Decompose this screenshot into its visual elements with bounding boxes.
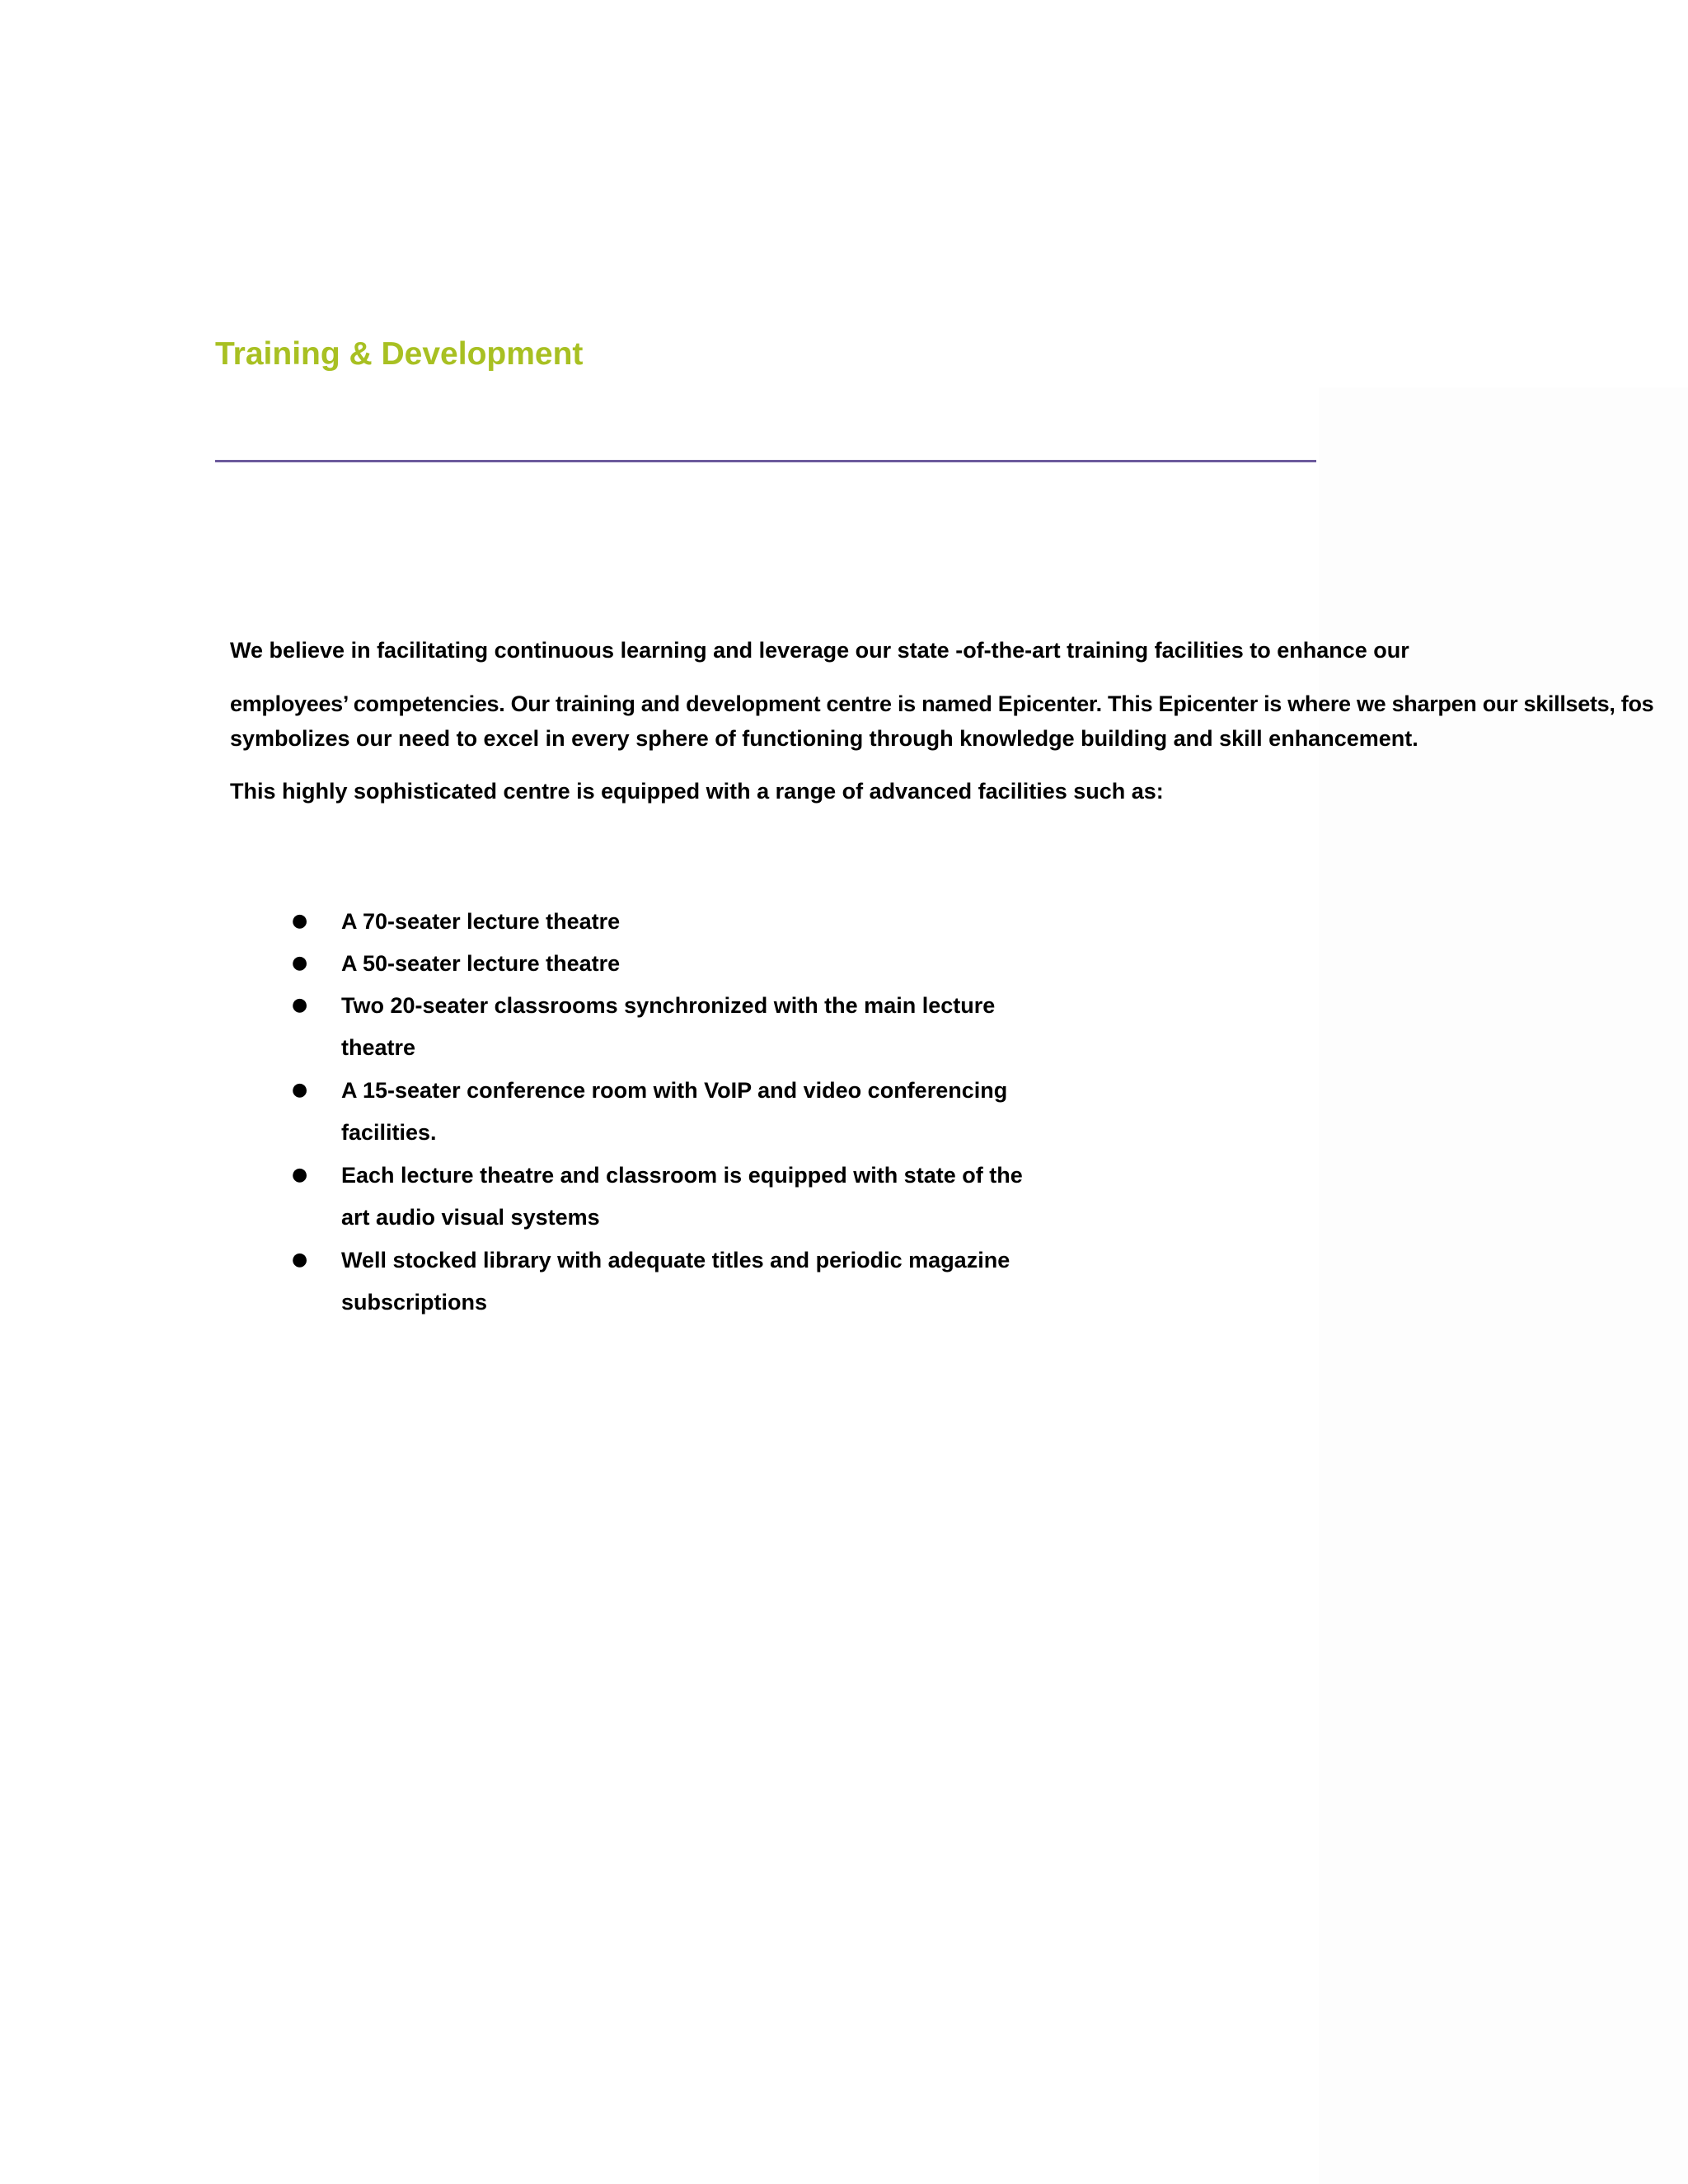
list-item-text: Each lecture theatre and classroom is equipped with state of the art audio visual systems [341,1163,1023,1230]
epicenter-paragraph-line-1: employees’ competencies. Our training and development centre is named Epicenter. This Epicenter is where we sharpen our skillsets, fos [230,691,1654,716]
list-item-text: A 70-seater lecture theatre [341,909,621,934]
list-item-text: Well stocked library with adequate titles and periodic magazine subscriptions [341,1248,1010,1315]
bullet-icon: ● [292,995,308,1015]
bullet-icon: ● [292,1080,308,1100]
bullet-icon: ● [292,911,308,931]
list-item-text: A 50-seater lecture theatre [341,951,621,976]
title-divider [215,460,1316,462]
facilities-intro: This highly sophisticated centre is equipped with a range of advanced facilities such as: [230,779,1164,804]
intro-paragraph-line: We believe in facilitating continuous learning and leverage our state -of-the-art training facilities to enhance our [230,638,1409,663]
bullet-icon: ● [292,953,308,973]
page-title: Training & Development [215,336,584,372]
bullet-icon: ● [292,1249,308,1270]
list-item-text: A 15-seater conference room with VoIP and video conferencing facilities. [341,1078,1008,1145]
epicenter-paragraph-line-2: symbolizes our need to excel in every sphere of functioning through knowledge building and skill enhancement. [230,726,1418,751]
list-item-text: Two 20-seater classrooms synchronized with the main lecture theatre [341,993,996,1060]
bullet-icon: ● [292,1165,308,1185]
